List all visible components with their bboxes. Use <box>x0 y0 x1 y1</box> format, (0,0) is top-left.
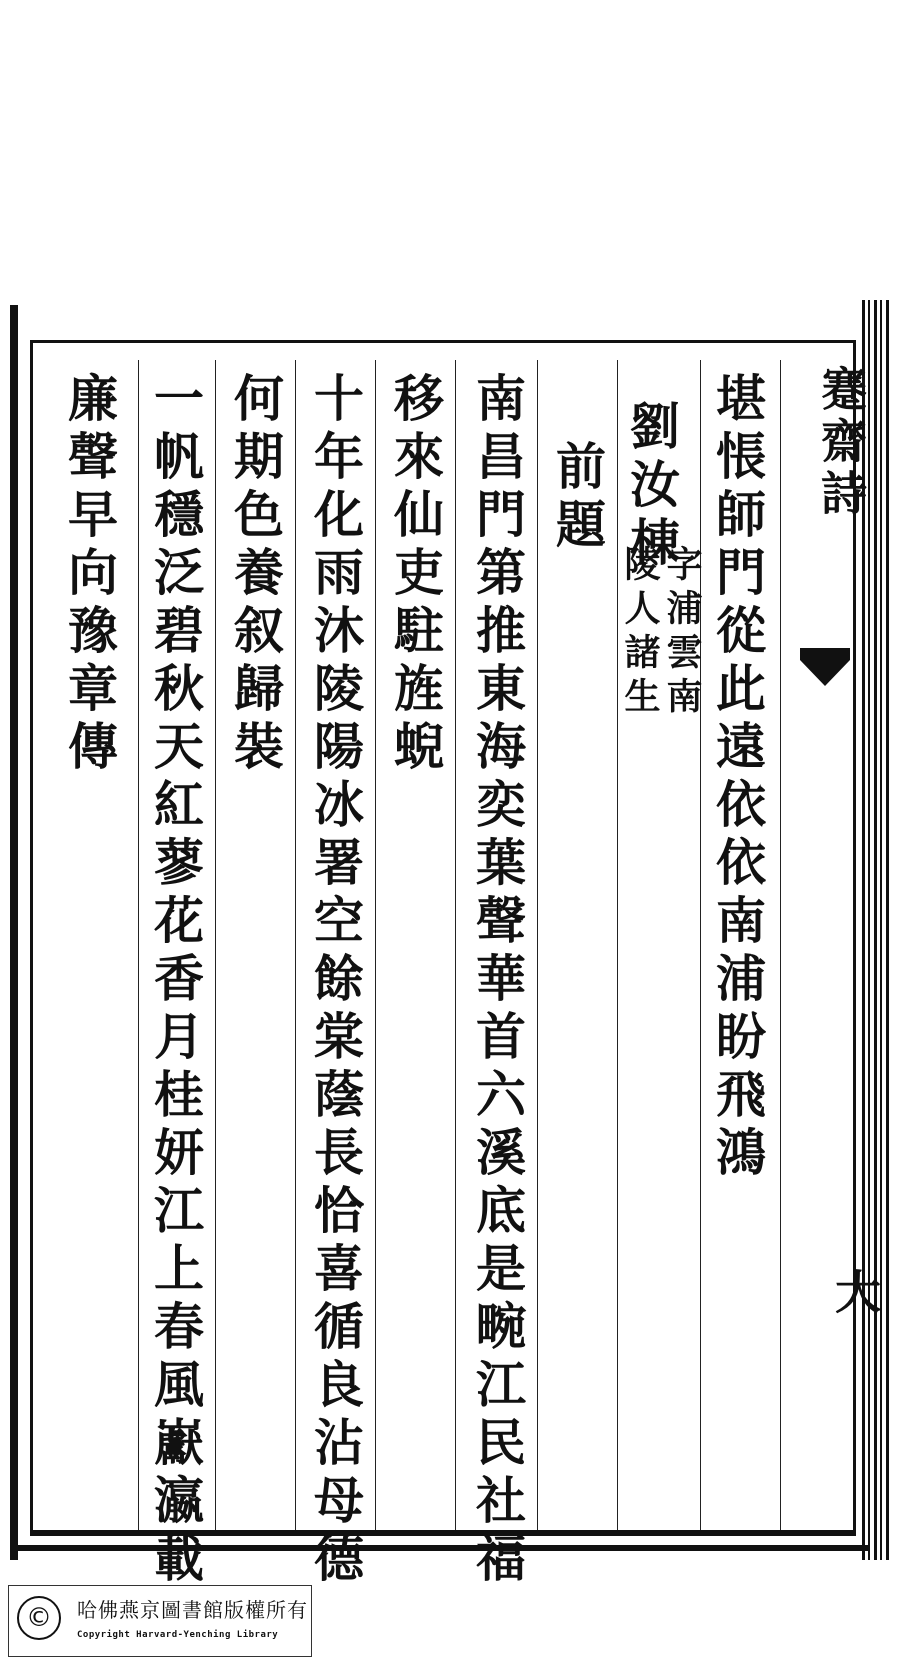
author-note: 陵人諸生 <box>619 545 661 721</box>
column-divider <box>700 360 701 1530</box>
column-divider <box>295 360 296 1530</box>
folio-page-number: 大 <box>828 1268 882 1314</box>
frame-left-bar <box>10 305 18 1560</box>
column-divider <box>537 360 538 1530</box>
column-divider <box>375 360 376 1530</box>
poem-line: 堪悵師門從此遠依依南浦盼飛鴻 <box>708 372 767 1184</box>
poem-line: 何期色養叙歸裝 <box>226 372 285 778</box>
poem-title: 前題 <box>548 440 607 556</box>
copyright-icon: © <box>17 1596 61 1640</box>
poem-line: 十年化雨沐陵陽冰署空餘棠蔭長恰喜循良沾母德 <box>306 372 365 1590</box>
copyright-notice <box>8 1585 312 1657</box>
column-divider <box>215 360 216 1530</box>
column-divider <box>617 360 618 1530</box>
copyright-english: Copyright Harvard-Yenching Library <box>77 1630 279 1640</box>
author-name: 劉汝棟 <box>622 400 681 574</box>
column-divider <box>780 360 781 1530</box>
author-note: 字浦雲南 <box>661 545 703 721</box>
column-divider <box>138 360 139 1530</box>
folio-title: 蹇齋詩 <box>814 365 868 521</box>
poem-line: 移來仙吏駐旌蜺 <box>386 372 445 778</box>
fishtail-mark <box>800 648 850 686</box>
frame-bottom-bar <box>10 1545 870 1551</box>
poem-line: 一帆穩泛碧秋天紅蓼花香月桂妍江上春風巚瀛載 <box>146 372 205 1590</box>
copyright-chinese: 哈佛燕京圖書館版權所有 <box>77 1598 308 1622</box>
poem-line: 廉聲早向豫章傳 <box>60 372 119 778</box>
column-divider <box>455 360 456 1530</box>
poem-line: 南昌門第推東海奕葉聲華首六溪底是畹江民社福 <box>468 372 527 1590</box>
